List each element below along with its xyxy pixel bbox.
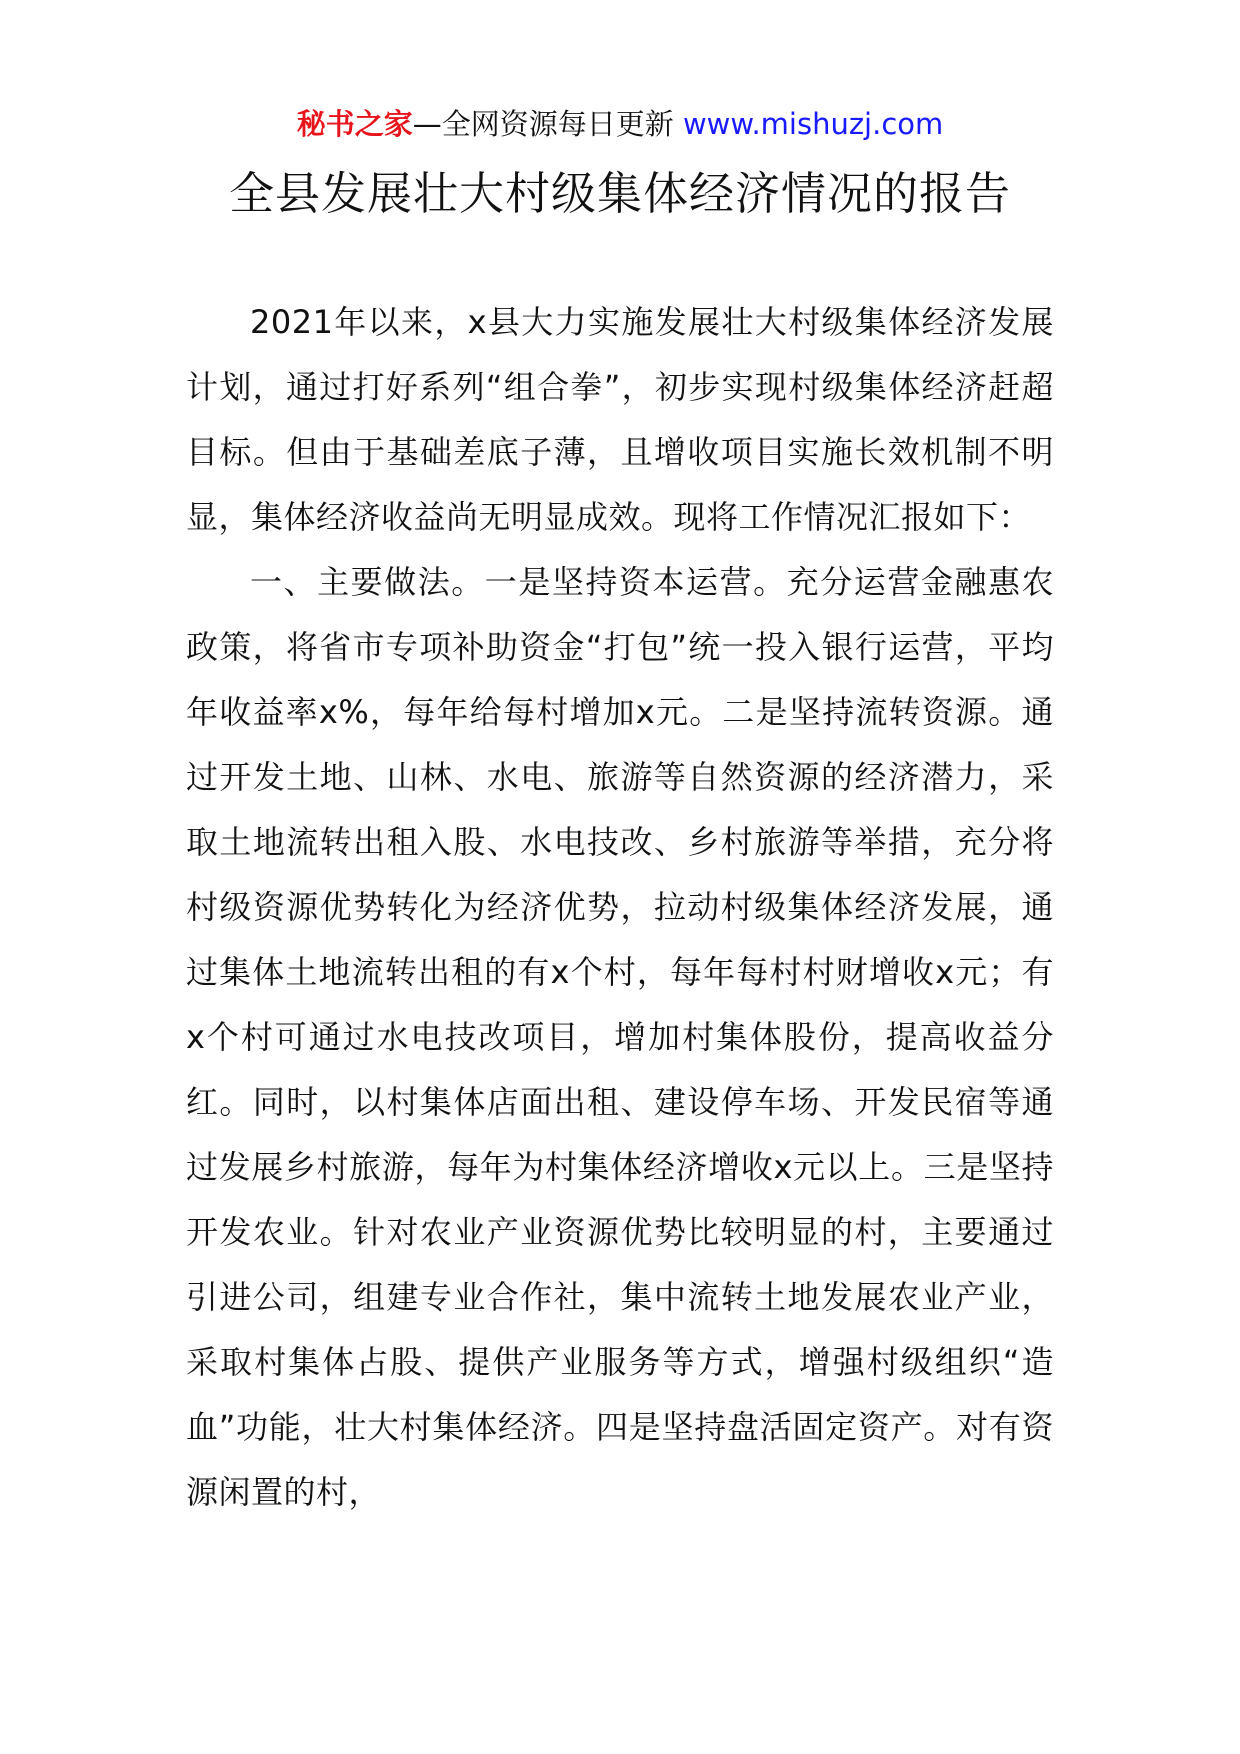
document-title: 全县发展壮大村级集体经济情况的报告 — [228, 167, 1011, 220]
document-body — [186, 290, 1054, 1525]
header-tagline: —全网资源每日更新 — [412, 107, 683, 141]
paragraph-main-practices: 一、主要做法。一是坚持资本运营。充分运营金融惠农政策，将省市专项补助资金“打包”统一投入银行运营，平均年收益率x%，每年给每村增加x元。二是坚持流转资源。通过开发土地、山林、水电、旅游等自然资源的经济潜力，采取土地流转出租入股、水电技改、乡村旅游等举措，充分将村级资源优势转化为经济优势，拉动村级集体经济发展，通过集体土地流转出租的有x个村，每年每村村财增收x元；有x个村可通过水电技改项目，增加村集体股份，提高收益分红。同时，以村集体店面出租、建设停车场、开发民宿等通过发展乡村旅游，每年为村集体经济增收x元以上。三是坚持开发农业。针对农业产业资源优势比较明显的村，主要通过引进公司，组建专业合作社，集中流转土地发展农业产业，采取村集体占股、提供产业服务等方式，增强村级组织“造血”功能，壮大村集体经济。四是坚持盘活固定资产。对有资源闲置的村， — [186, 563, 1054, 1511]
brand-link[interactable]: 秘书之家 — [296, 107, 413, 141]
site-header — [0, 102, 1240, 146]
paragraph-intro: 2021年以来，x县大力实施发展壮大村级集体经济发展计划，通过打好系列“组合拳”，初步实现村级集体经济赶超目标。但由于基础差底子薄，且增收项目实施长效机制不明显，集体经济收益尚无明显成效。现将工作情况汇报如下： — [186, 303, 1054, 536]
site-url-link[interactable]: www.mishuzj.com — [682, 107, 944, 141]
